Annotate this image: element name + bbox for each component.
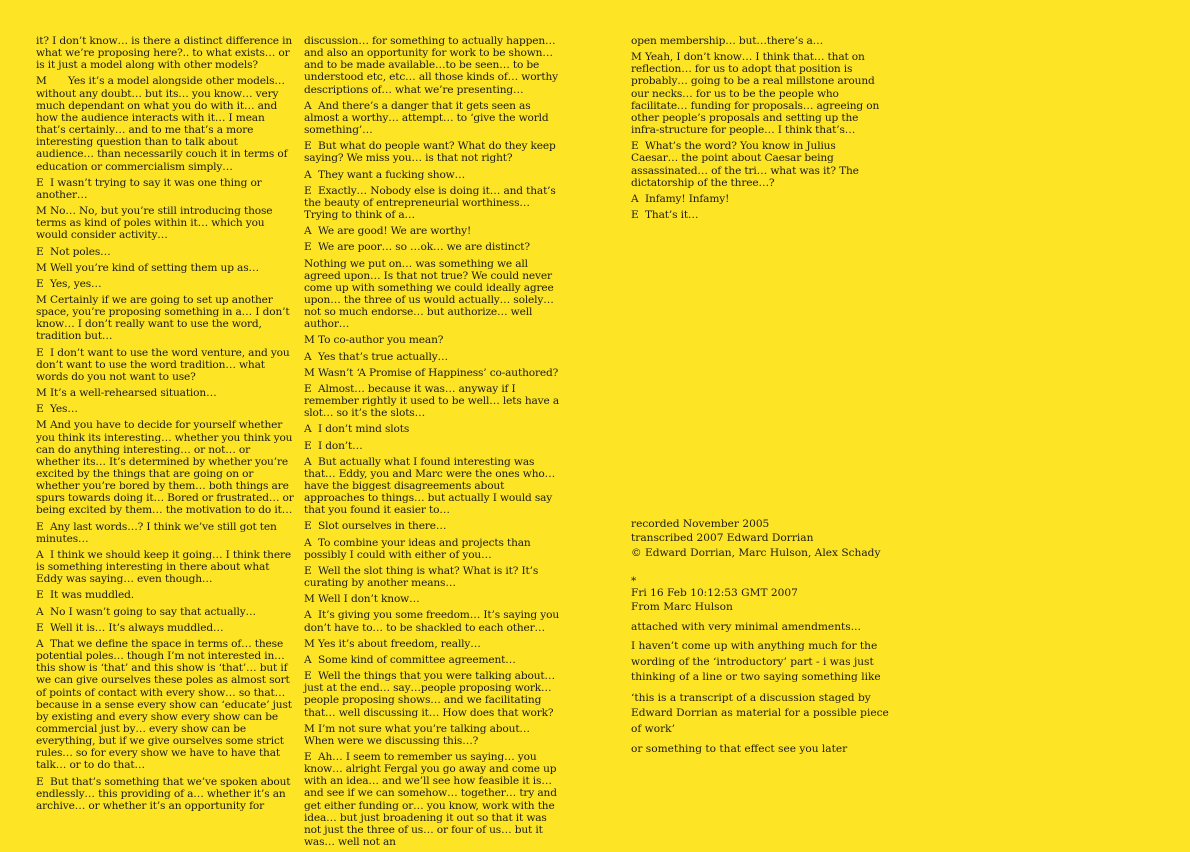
speaker-initial: E bbox=[631, 209, 639, 222]
speaker-initial: A bbox=[36, 548, 44, 561]
speaker-initial: A bbox=[304, 168, 312, 181]
dialogue-line bbox=[304, 609, 561, 633]
dialogue-line bbox=[304, 593, 561, 605]
transcript-column-2 bbox=[304, 35, 561, 852]
dialogue-text: That we define the space in terms of… these potential poles… though I’m not interested in… this show is ‘that’ and this show is ‘that’… but if we can give ourselves these poles as almost sort of points of contact with every show… so that… because in a sense every show can ‘educate’ just by existing and every show every show can be commercial just by… every show can be everything, but if we give ourselves some strict rules… so for every show we have to have that talk… or to do that… bbox=[36, 637, 292, 772]
speaker-initial: M bbox=[36, 387, 47, 400]
dialogue-line bbox=[36, 35, 294, 71]
dialogue-text: Well the things that you were talking about… just at the end… say…people proposing work… people proposing shows… and we facilitating that… well discussing it… How does that work? bbox=[304, 670, 555, 719]
speaker-initial: E bbox=[304, 670, 312, 683]
dialogue-text: Ah… I seem to remember us saying… you know… alright Fergal you go away and come up with an idea… and we’ll see how feasible it is… and see if we can somehow… together… try and get either funding or… you know, work with the idea… but just broadening it out so that it was not just the three of us… or four of us… but it was… well not an bbox=[304, 750, 557, 849]
dialogue-line bbox=[631, 140, 883, 189]
speaker-initial: M bbox=[304, 593, 315, 606]
dialogue-line bbox=[304, 185, 561, 221]
recorded-date: recorded November 2005 bbox=[631, 518, 770, 530]
transcribed-note: transcribed 2007 Edward Dorrian bbox=[631, 532, 814, 545]
dialogue-line bbox=[36, 278, 294, 290]
dialogue-line bbox=[304, 423, 561, 435]
speaker-initial: A bbox=[36, 605, 44, 618]
dialogue-line bbox=[304, 537, 561, 561]
speaker-initial: A bbox=[304, 99, 312, 112]
speaker-initial: A bbox=[304, 350, 312, 363]
speaker-initial: M bbox=[631, 51, 642, 64]
dialogue-text: open membership… but…there’s a… bbox=[631, 35, 824, 47]
dialogue-text: But what do people want? What do they keep saying? We miss you… is that not right? bbox=[304, 140, 556, 165]
email-block bbox=[631, 576, 891, 757]
dialogue-text: Well you’re kind of setting them up as… bbox=[50, 261, 259, 274]
dialogue-text: What’s the word? You know in Julius Caesar… the point about Caesar being assassinated… of the tri… what was it? The dictatorship of the three…? bbox=[631, 140, 859, 189]
email-date: Fri 16 Feb 10:12:53 GMT 2007 bbox=[631, 587, 798, 599]
speaker-initial: A bbox=[304, 225, 312, 238]
speaker-initial: A bbox=[304, 653, 312, 666]
dialogue-line bbox=[304, 751, 561, 848]
speaker-initial: M bbox=[304, 366, 315, 379]
speaker-initial: E bbox=[304, 184, 312, 197]
credits-block bbox=[631, 517, 891, 560]
dialogue-line bbox=[304, 456, 561, 517]
speaker-initial: E bbox=[36, 346, 44, 359]
dialogue-line bbox=[304, 351, 561, 363]
dialogue-text: I think we should keep it going… I think there is something interesting in there about what Eddy was saying… even though… bbox=[36, 548, 291, 586]
dialogue-line bbox=[304, 383, 561, 419]
dialogue-text: Yes, yes… bbox=[50, 277, 102, 290]
dialogue-text: discussion… for something to actually happen… and also an opportunity for work to be shown… and to be made available…to be seen… to be understood etc, etc… all those kinds of… worthy descriptions of… what we’re presenting… bbox=[304, 35, 558, 96]
speaker-initial: E bbox=[304, 382, 312, 395]
transcript-column-1 bbox=[36, 35, 294, 816]
dialogue-text: I don’t want to use the word venture, and you don’t want to use the word tradition… what words do you not want to use? bbox=[36, 346, 290, 383]
dialogue-line bbox=[631, 209, 883, 221]
speaker-initial: A bbox=[304, 423, 312, 436]
transcript-column-3 bbox=[631, 35, 883, 225]
copyright-note: © Edward Dorrian, Marc Hulson, Alex Schady bbox=[631, 546, 881, 559]
dialogue-line bbox=[36, 419, 294, 516]
dialogue-line bbox=[36, 521, 294, 545]
dialogue-text: it? I don’t know… is there a distinct difference in what we’re proposing here?.. to what exists… or is it just a model along with other models? bbox=[36, 35, 292, 72]
email-line: I haven’t come up with anything much for the wording of the ‘introductory’ part - i was just thinking of a line or two saying something like bbox=[631, 640, 881, 684]
speaker-initial: M bbox=[304, 722, 315, 735]
dialogue-line bbox=[304, 723, 561, 747]
speaker-initial: M bbox=[36, 261, 47, 274]
speaker-initial: E bbox=[36, 520, 44, 533]
dialogue-text: And you have to decide for yourself whether you think its interesting… whether you think you can do anything interesting… or not… or whether its… It’s determined by whether you’re excited by the things that are going on or whether you’re bored by them… both things are spurs towards doing it… Bored or frustrated… or being excited by them… the motivation to do it… bbox=[36, 419, 294, 517]
speaker-initial: E bbox=[36, 245, 44, 258]
dialogue-line bbox=[36, 638, 294, 772]
dialogue-text: Nothing we put on… was something we all agreed upon… Is that not true? We could never come up with something we could ideally agree upon… the three of us would actually… solely… not so much endorse… but authorize… well author… bbox=[304, 257, 554, 331]
dialogue-line bbox=[631, 193, 883, 205]
dialogue-text: I wasn’t trying to say it was one thing or another… bbox=[36, 176, 262, 201]
dialogue-text: To combine your ideas and projects than possibly I could with either of you… bbox=[304, 536, 531, 561]
dialogue-text: Almost… because it was… anyway if I remember rightly it used to be well… lets have a slot… so it’s the slots… bbox=[304, 382, 560, 420]
dialogue-line bbox=[36, 205, 294, 241]
speaker-initial: M bbox=[36, 419, 47, 432]
dialogue-text: No… No, but you’re still introducing those terms as kind of poles within it… which you would consider activity… bbox=[36, 205, 273, 242]
dialogue-line bbox=[304, 140, 561, 164]
dialogue-line bbox=[36, 606, 294, 618]
dialogue-text: And there’s a danger that it gets seen as almost a worthy… attempt… to ‘give the world something’… bbox=[304, 99, 549, 137]
speaker-initial: M bbox=[304, 334, 315, 347]
dialogue-text: That’s it… bbox=[645, 209, 699, 222]
dialogue-text: I don’t… bbox=[318, 439, 363, 452]
speaker-initial: E bbox=[631, 140, 639, 153]
dialogue-text: Not poles… bbox=[50, 245, 111, 258]
dialogue-text: I don’t mind slots bbox=[318, 423, 410, 436]
dialogue-line bbox=[304, 100, 561, 136]
dialogue-text: But that’s something that we’ve spoken about endlessly… this providing of a… whether it’s an archive… or whether it’s an opportunity for bbox=[36, 775, 291, 812]
email-line: attached with very minimal amendments... bbox=[631, 620, 861, 633]
dialogue-line bbox=[36, 262, 294, 274]
dialogue-line bbox=[36, 246, 294, 258]
dialogue-text: Some kind of committee agreement… bbox=[318, 653, 516, 666]
speaker-initial: E bbox=[36, 621, 44, 634]
dialogue-line bbox=[304, 654, 561, 666]
speaker-initial: E bbox=[304, 439, 312, 452]
speaker-initial: M bbox=[304, 637, 315, 650]
dialogue-line bbox=[304, 169, 561, 181]
dialogue-text: But actually what I found interesting was that… Eddy, you and Marc were the ones who… have the biggest disagreements about approaches to things… but actually I would say that you found it easier to… bbox=[304, 455, 556, 517]
dialogue-line bbox=[304, 258, 561, 331]
dialogue-line bbox=[304, 670, 561, 719]
dialogue-line bbox=[36, 622, 294, 634]
dialogue-line bbox=[36, 294, 294, 343]
dialogue-text: Wasn’t ‘A Promise of Happiness’ co-authored? bbox=[318, 366, 559, 379]
dialogue-line bbox=[304, 520, 561, 532]
dialogue-line bbox=[304, 334, 561, 346]
speaker-initial: E bbox=[304, 140, 312, 153]
dialogue-line bbox=[36, 776, 294, 812]
dialogue-line bbox=[304, 638, 561, 650]
dialogue-line bbox=[36, 549, 294, 585]
dialogue-text: To co-author you mean? bbox=[318, 334, 444, 347]
speaker-initial: E bbox=[304, 564, 312, 577]
dialogue-line bbox=[304, 241, 561, 253]
speaker-initial: A bbox=[304, 536, 312, 549]
dialogue-line bbox=[631, 51, 883, 136]
dialogue-line bbox=[36, 387, 294, 399]
dialogue-text: Well it is… It’s always muddled… bbox=[50, 621, 224, 634]
speaker-initial: M bbox=[36, 293, 47, 306]
dialogue-line bbox=[631, 35, 883, 47]
dialogue-text: We are poor… so …ok… we are distinct? bbox=[318, 241, 530, 254]
speaker-initial: A bbox=[304, 609, 312, 622]
dialogue-text: We are good! We are worthy! bbox=[318, 225, 472, 238]
dialogue-line bbox=[36, 347, 294, 383]
email-from: From Marc Hulson bbox=[631, 601, 733, 614]
dialogue-line bbox=[36, 589, 294, 601]
email-line: ‘this is a transcript of a discussion staged by Edward Dorrian as material for a possible piece of work’ bbox=[631, 691, 889, 735]
dialogue-line bbox=[304, 35, 561, 96]
speaker-initial: E bbox=[36, 589, 44, 602]
speaker-initial: E bbox=[304, 520, 312, 533]
speaker-initial: A bbox=[36, 637, 44, 650]
dialogue-text: It’s a well-rehearsed situation… bbox=[50, 387, 217, 400]
dialogue-text: Any last words…? I think we’ve still got ten minutes… bbox=[36, 520, 277, 545]
speaker-initial: E bbox=[36, 277, 44, 290]
email-line: or something to that effect see you later bbox=[631, 743, 848, 756]
speaker-initial: M bbox=[36, 75, 47, 88]
dialogue-text: It was muddled. bbox=[50, 589, 134, 602]
dialogue-text: No I wasn’t going to say that actually… bbox=[50, 605, 256, 618]
dialogue-text: Slot ourselves in there… bbox=[318, 520, 447, 533]
speaker-initial: A bbox=[304, 455, 312, 468]
dialogue-text: Yes it’s about freedom, really… bbox=[318, 637, 481, 650]
dialogue-line bbox=[304, 225, 561, 237]
speaker-initial: A bbox=[631, 192, 639, 205]
dialogue-text: Yes that’s true actually… bbox=[318, 350, 449, 363]
dialogue-line bbox=[36, 177, 294, 201]
dialogue-line bbox=[304, 440, 561, 452]
speaker-initial: E bbox=[36, 775, 44, 788]
dialogue-line bbox=[36, 403, 294, 415]
dialogue-text: I’m not sure what you’re talking about… When were we discussing this…? bbox=[304, 722, 530, 747]
dialogue-text: They want a fucking show… bbox=[318, 168, 466, 181]
dialogue-text: Well the slot thing is what? What is it? It’s curating by another means… bbox=[304, 564, 539, 590]
dialogue-text: Yes… bbox=[50, 403, 78, 416]
dialogue-text: Well I don’t know… bbox=[318, 593, 420, 606]
speaker-initial: E bbox=[304, 750, 312, 763]
dialogue-text: Yes it’s a model alongside other models… without any doubt… but its… you know… very much dependant on what you do with it… and how the audience interacts with it… I mean that’s certainly… and to me that’s a more interesting question than to talk about audience… than necessarily couch it in terms of education or commercialism simply… bbox=[36, 75, 288, 173]
speaker-initial: E bbox=[36, 403, 44, 416]
dialogue-text: Certainly if we are going to set up another space, you’re proposing something in a… I don’t know… I don’t really want to use the word, tradition but… bbox=[36, 293, 290, 343]
section-marker: * bbox=[631, 575, 637, 587]
dialogue-line bbox=[36, 75, 294, 172]
dialogue-text: Yeah, I don’t know… I think that… that on reflection… for us to adopt that position is probably… going to be a real millstone around our necks… for us to be the people who facilitate… funding for proposals… agreeing on other people’s proposals and setting up the infra-structure for people… I think that’s… bbox=[631, 51, 880, 137]
dialogue-text: Infamy! Infamy! bbox=[645, 192, 730, 205]
speaker-initial: M bbox=[36, 205, 47, 218]
dialogue-line bbox=[304, 367, 561, 379]
speaker-initial: E bbox=[36, 176, 44, 189]
dialogue-text: It’s giving you some freedom… It’s saying you don’t have to… to be shackled to each other… bbox=[304, 609, 560, 634]
dialogue-line bbox=[304, 565, 561, 589]
dialogue-text: Exactly… Nobody else is doing it… and that’s the beauty of entrepreneurial worthiness… Trying to think of a… bbox=[304, 184, 556, 222]
speaker-initial: E bbox=[304, 241, 312, 254]
